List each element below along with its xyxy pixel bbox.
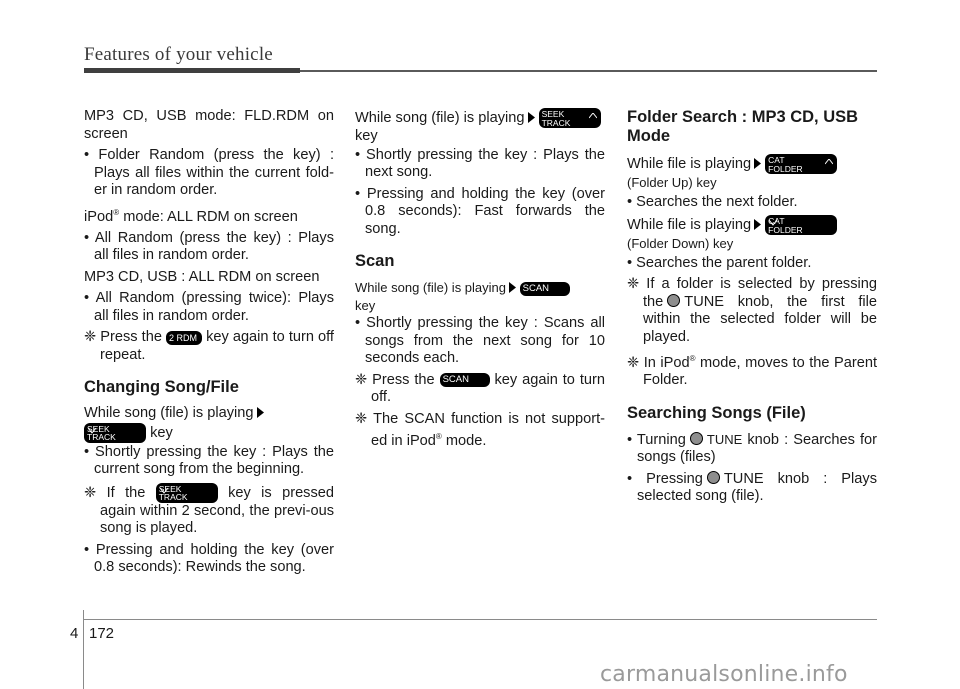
footer-rule: [83, 619, 877, 620]
changing-song-heading: Changing Song/File: [84, 378, 239, 397]
pressing-tune-bullet: • Pressing TUNE knob : Plays selected song (file).: [627, 470, 877, 505]
seek-track-down-key-icon: SEEK TRACK: [84, 423, 146, 443]
header-bar: [84, 68, 300, 73]
triangle-right-icon: [528, 112, 535, 123]
triangle-right-icon: [754, 219, 761, 230]
triangle-right-icon: [509, 282, 516, 293]
repeat-off-note: ❈ Press the 2 RDM key again to turn off repeat.: [84, 329, 334, 363]
previous-song-note: ❈ If the SEEK TRACK key is pressed again within 2 second, the previ-ous song is played.: [84, 483, 335, 537]
folder-down-intro: While file is playing CAT FOLDER (Folder Down) key: [627, 215, 877, 254]
rdm-key-icon: 2 RDM: [166, 331, 202, 345]
next-folder-bullet: • Searches the next folder.: [627, 193, 798, 210]
column-1: [84, 108, 334, 581]
cat-folder-down-key-icon: CAT FOLDER: [765, 215, 837, 235]
scan-intro: While song (file) is playing SCAN key: [355, 279, 605, 314]
folder-random-bullet: • Folder Random (press the key) : Plays all files within the current fold-er in random order.: [84, 147, 334, 198]
turning-tune-bullet: • Turning TUNE knob : Searches for songs (files): [627, 431, 877, 466]
scan-ipod-note: ❈ The SCAN function is not support-ed in iPod® mode.: [355, 410, 605, 449]
next-song-intro: While song (file) is playing SEEK TRACK key: [355, 108, 605, 146]
ipod-rdm-text: iPod® mode: ALL RDM on screen: [84, 207, 298, 225]
searching-songs-heading: Searching Songs (File): [627, 403, 806, 422]
scan-heading: Scan: [355, 252, 395, 270]
hold-rewind-bullet: • Pressing and holding the key (over 0.8 seconds): Rewinds the song.: [84, 541, 334, 576]
seek-track-up-key-icon: SEEK TRACK: [539, 108, 601, 128]
fld-rdm-text: MP3 CD, USB mode: FLD.RDM on screen: [84, 108, 334, 142]
header-rule: [300, 70, 877, 72]
watermark: carmanualsonline.info: [600, 662, 848, 687]
folder-ipod-note: ❈ In iPod® mode, moves to the Parent Folder.: [627, 354, 877, 389]
seek-track-down-key-icon: SEEK TRACK: [156, 483, 218, 503]
cat-folder-up-key-icon: CAT FOLDER: [765, 154, 837, 174]
footer-vertical-rule: [83, 610, 84, 689]
tune-knob-icon: [667, 294, 680, 307]
short-press-next-bullet: • Shortly pressing the key : Plays the next song.: [355, 146, 605, 180]
all-rdm-text: MP3 CD, USB : ALL RDM on screen: [84, 268, 320, 285]
triangle-right-icon: [754, 158, 761, 169]
tune-knob-icon: [690, 432, 703, 445]
scan-key-icon: SCAN: [520, 282, 570, 296]
parent-folder-bullet: • Searches the parent folder.: [627, 254, 812, 271]
column-3: [627, 108, 877, 510]
all-random-bullet: • All Random (press the key) : Plays all files in random order.: [84, 229, 334, 264]
hold-forward-bullet: • Pressing and holding the key (over 0.8 seconds): Fast forwards the song.: [355, 185, 605, 237]
chapter-number: 4: [70, 625, 79, 642]
all-random-twice-bullet: • All Random (pressing twice): Plays all files in random order.: [84, 290, 334, 324]
triangle-right-icon: [257, 407, 264, 418]
column-2: [355, 108, 605, 454]
scan-off-note: ❈ Press the SCAN key again to turn off.: [355, 371, 605, 405]
tune-knob-icon: [707, 471, 720, 484]
folder-select-note: ❈ If a folder is selected by pressing the TUNE knob, the first file within the selected folder will be played.: [627, 276, 877, 345]
folder-up-intro: While file is playing CAT FOLDER (Folder Up) key: [627, 154, 877, 193]
folder-search-heading: Folder Search : MP3 CD, USB Mode: [627, 108, 859, 145]
scan-all-bullet: • Shortly pressing the key : Scans all songs from the next song for 10 seconds each.: [355, 315, 605, 366]
page-header-title: Features of your vehicle: [84, 44, 273, 65]
changing-song-intro: While song (file) is playing SEEK TRACK key: [84, 405, 334, 443]
page-number: 172: [89, 625, 115, 642]
scan-key-icon: SCAN: [440, 373, 490, 387]
short-press-restart-bullet: • Shortly pressing the key : Plays the current song from the beginning.: [84, 443, 334, 478]
